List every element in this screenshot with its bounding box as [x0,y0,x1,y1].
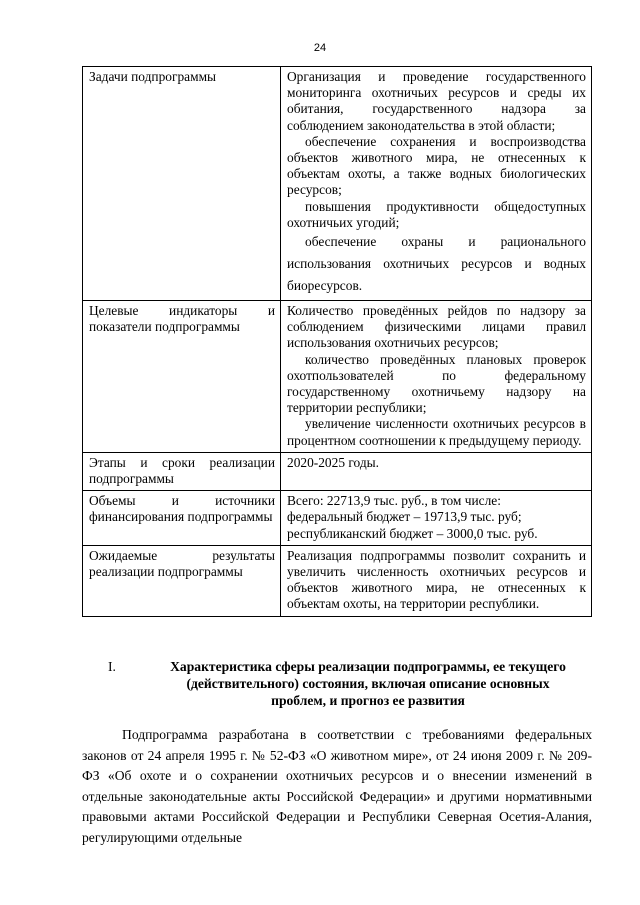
passport-row-value [281,491,592,546]
passport-row [83,67,592,301]
passport-row-label: Ожидаемые результаты реализации подпрограммы [83,545,281,616]
passport-value-paragraph: обеспечение сохранения и воспроизводства объектов животного мира, не отнесенных к объектам охоты, а также водных биологических ресурсов; [287,133,586,198]
passport-row-value [281,452,592,490]
passport-value-paragraph: Организация и проведение государственного мониторинга охотничьих ресурсов и среды их обитания, государственного надзора за соблюдением законодательства в этой области; [287,69,586,133]
section-title-line: проблем, и прогноз ее развития [271,693,465,708]
passport-value-paragraph: Реализация подпрограммы позволит сохранить и увеличить численность охотничьих ресурсов и объектов животного мира, не отнесенных к объектам охоты, на территории республики. [287,547,586,612]
passport-row-value [281,67,592,301]
passport-value-paragraph: 2020-2025 годы. [287,454,379,470]
section-title-line: Характеристика сферы реализации подпрограммы, ее текущего [170,659,566,674]
passport-row-label: Целевые индикаторы и показатели подпрограммы [83,301,281,453]
passport-row-label: Этапы и сроки реализации подпрограммы [83,452,281,490]
passport-row [83,452,592,490]
passport-row-value [281,301,592,453]
section-number: I. [108,659,116,674]
passport-value-paragraph: Всего: 22713,9 тыс. руб., в том числе: [287,493,501,509]
passport-row-label: Задачи подпрограммы [83,67,281,301]
passport-row [83,301,592,453]
passport-value-paragraph: количество проведённых плановых проверок охотпользователей по федеральному государственному охотничьему надзору на территории республики; [287,351,586,416]
body-paragraph: Подпрограмма разработана в соответствии с требованиями федеральных законов от 24 апреля 1995 г. № 52-ФЗ «О животном мире», от 24 июня 2009 г. № 209-ФЗ «Об охоте и о сохранении охотничьих ресурсов и о внесении изменений в отдельные законодательные акты Российской Федерации» и другими нормативными правовыми актами Российской Федерации и Республики Северная Осетия-Алания, регулирующими отдельные [82,727,592,845]
passport-value-paragraph: республиканский бюджет – 3000,0 тыс. руб. [287,525,538,541]
passport-value-paragraph: повышения продуктивности общедоступных охотничьих угодий; [287,198,586,230]
section-title [144,658,592,709]
passport-table-body [83,67,592,617]
passport-value-paragraph: увеличение численности охотничьих ресурсов в процентном соотношении к предыдущему периоду. [287,416,586,448]
section-title-line: (действительного) состояния, включая описание основных [186,676,550,691]
passport-value-paragraph: обеспечение охраны и рационального использования охотничьих ресурсов и водных биоресурсов. [287,234,586,294]
page-number: 24 [313,42,327,54]
passport-row [83,491,592,546]
passport-value-paragraph: федеральный бюджет – 19713,9 тыс. руб; [287,509,522,525]
passport-row [83,545,592,616]
passport-row-label: Объемы и источники финансирования подпрограммы [83,491,281,546]
section-heading [82,658,592,709]
subprogram-passport-table [82,66,592,617]
passport-value-paragraph: Количество проведённых рейдов по надзору за соблюдением физическими лицами правил использования охотничьих ресурсов; [287,303,586,351]
passport-row-value [281,545,592,616]
